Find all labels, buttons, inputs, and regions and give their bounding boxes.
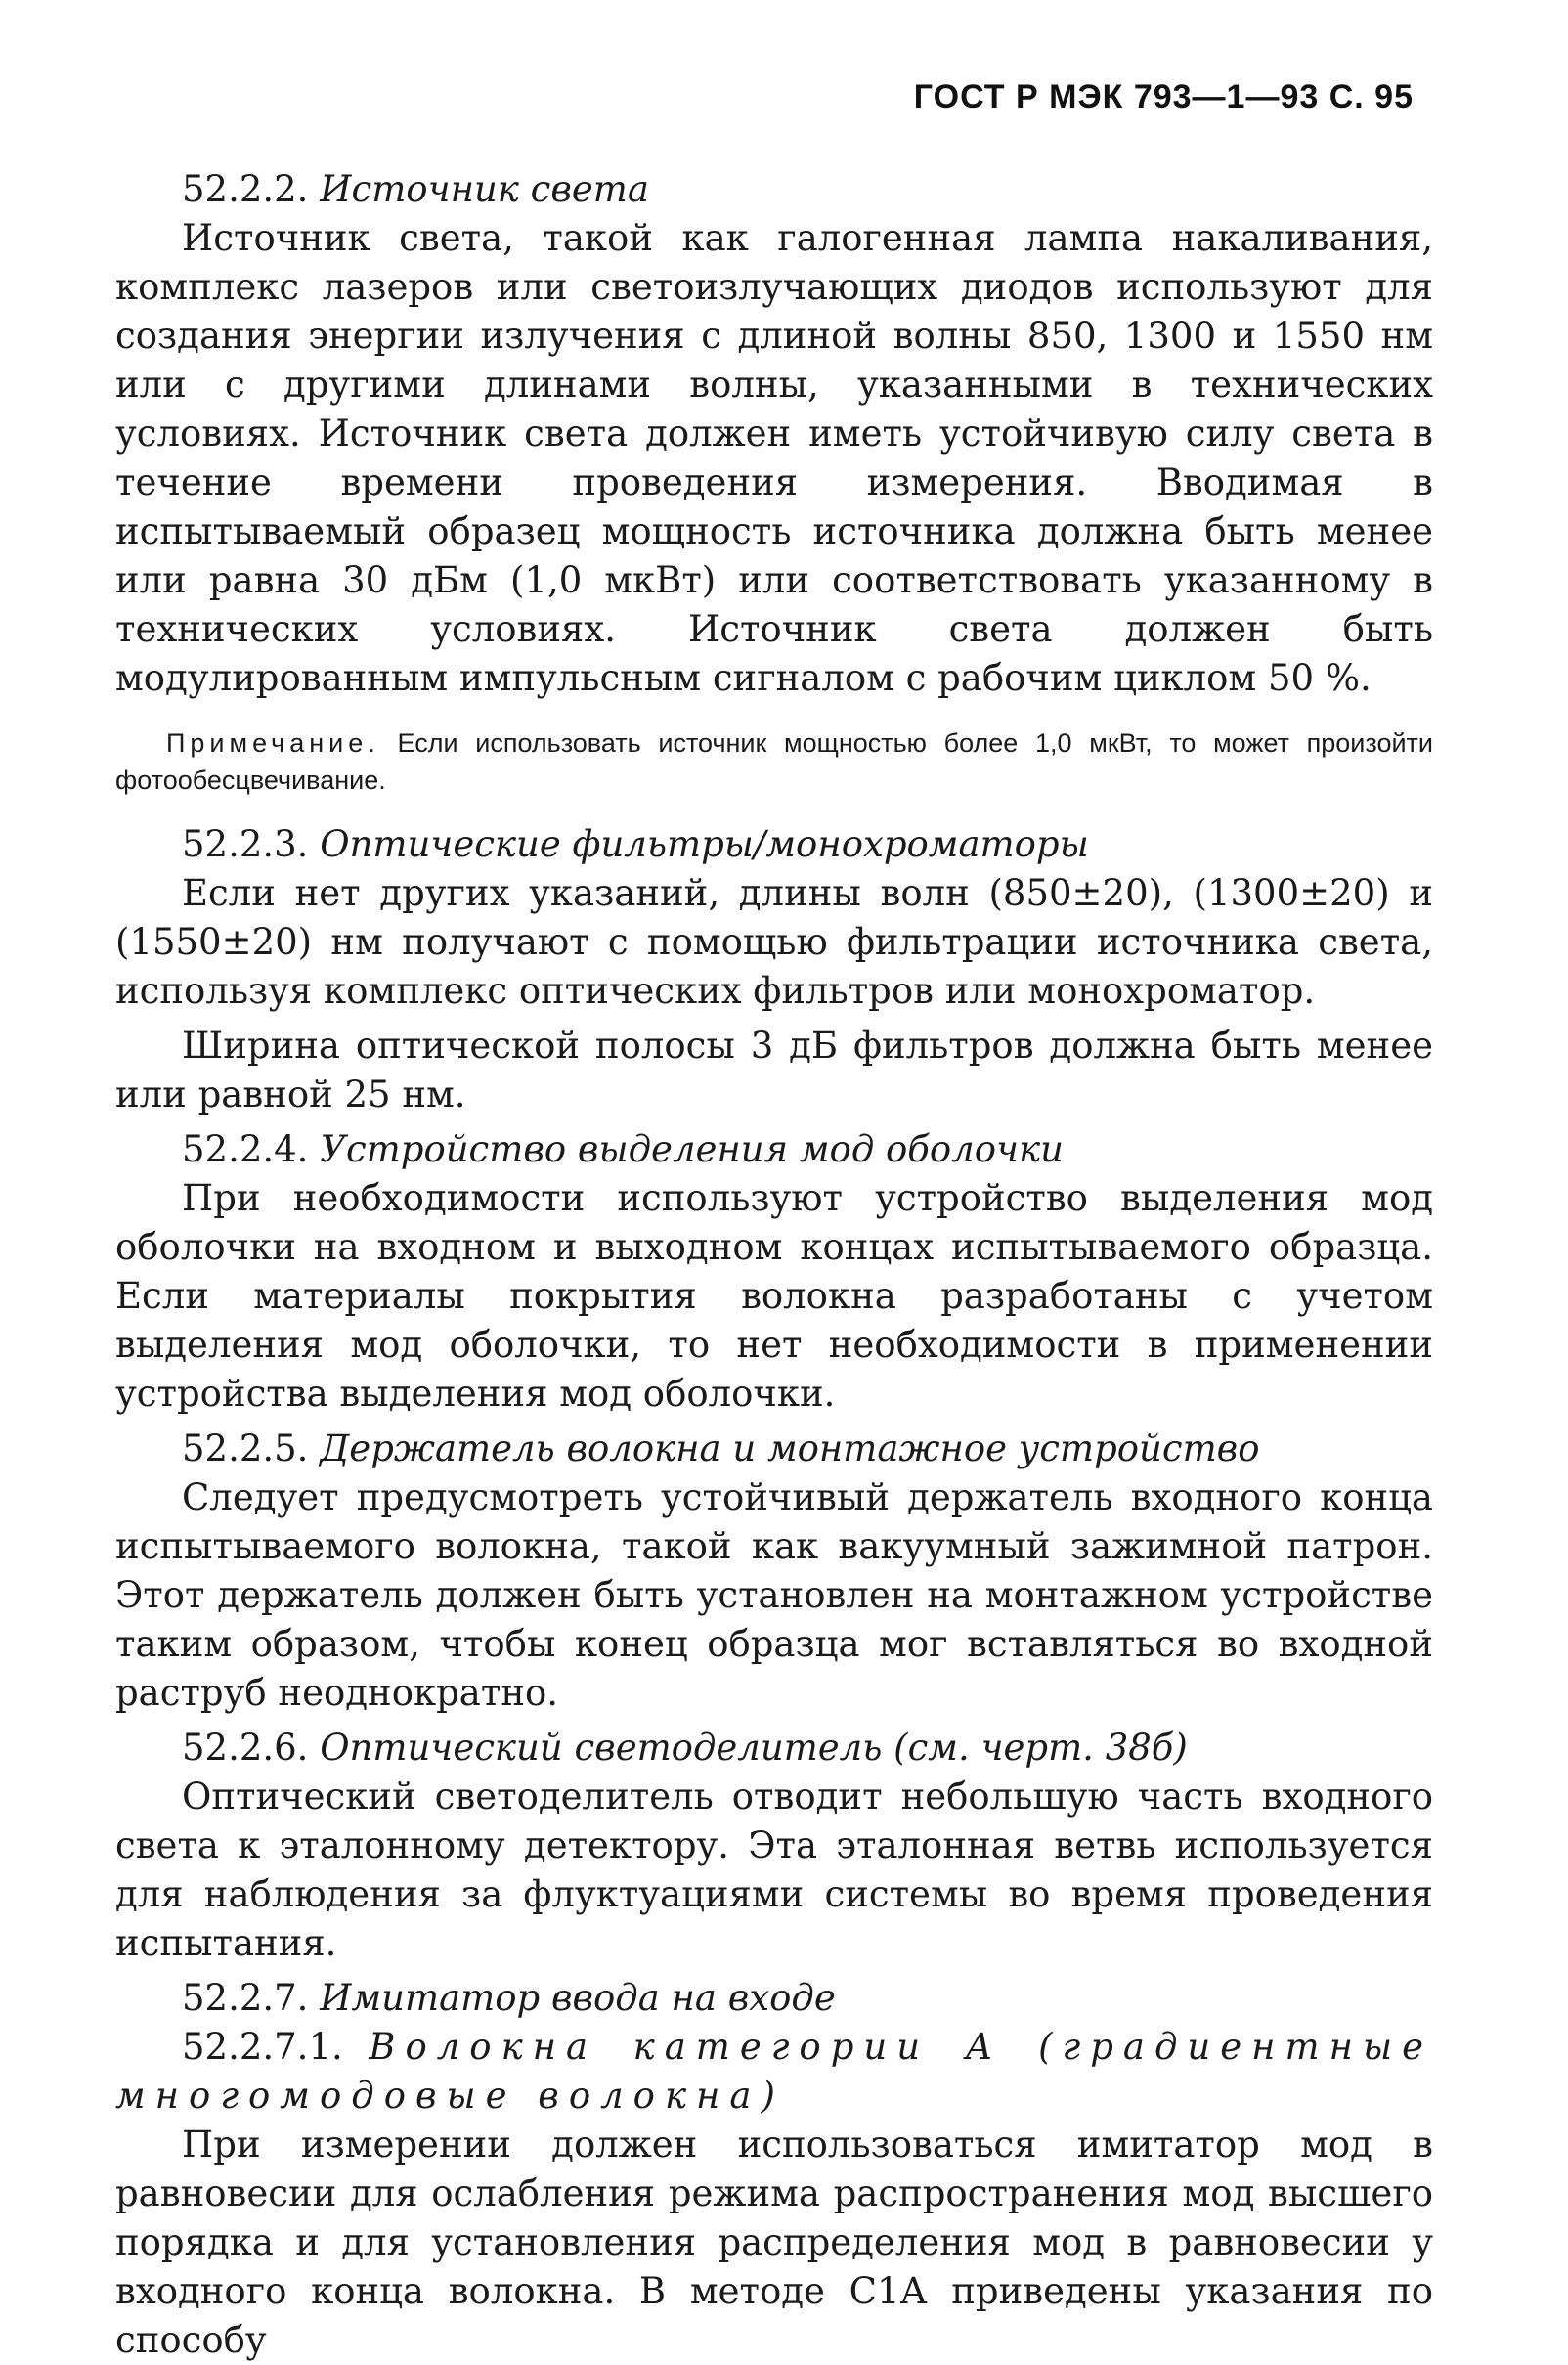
- paragraph: При измерении должен использоваться имитатор мод в равновесии для ослабления режима распространения мод высшего порядка и для установления распределения мод в равновесии у входного конца волокна. В методе С1А приведены указания по способу: [115, 2124, 1433, 2361]
- section-number: 52.2.4.: [182, 1128, 309, 1170]
- section-heading-52-2-4: [115, 1125, 1433, 1174]
- section-heading-52-2-7: [115, 1974, 1433, 2023]
- document-body: [115, 165, 1433, 2365]
- paragraph: Оптический светоделитель отводит небольшую часть входного света к эталонному детектору. Эта эталонная ветвь используется для наблюдения за флуктуациями системы во время проведения испытания.: [115, 1775, 1433, 1964]
- section-number: 52.2.2.: [182, 168, 309, 210]
- section-number: 52.2.7.: [182, 1977, 309, 2019]
- section-heading-52-2-7-1: [115, 2023, 1433, 2121]
- section-heading-52-2-3: [115, 820, 1433, 869]
- section-heading-52-2-2: [115, 165, 1433, 214]
- section-heading-52-2-6: [115, 1724, 1433, 1773]
- section-title: Имитатор ввода на входе: [320, 1977, 836, 2019]
- section-title: Держатель волокна и монтажное устройство: [320, 1427, 1260, 1469]
- note: [115, 724, 1433, 799]
- note-label: Примечание.: [166, 728, 380, 758]
- section-title: Волокна категории А (градиентные многомодовые волокна): [115, 2026, 1434, 2117]
- note-text: Если использовать источник мощностью более 1,0 мкВт, то может произойти фотообесцвечивание.: [115, 728, 1433, 795]
- section-number: 52.2.7.1.: [182, 2026, 343, 2068]
- section-number: 52.2.5.: [182, 1427, 309, 1469]
- section-title: Устройство выделения мод оболочки: [320, 1128, 1064, 1170]
- paragraph: Ширина оптической полосы 3 дБ фильтров должна быть менее или равной 25 нм.: [115, 1025, 1433, 1116]
- section-number: 52.2.6.: [182, 1727, 309, 1769]
- section-title: Оптические фильтры/монохроматоры: [320, 823, 1089, 865]
- section-number: 52.2.3.: [182, 823, 309, 865]
- paragraph: Следует предусмотреть устойчивый держатель входного конца испытываемого волокна, такой как вакуумный зажимной патрон. Этот держатель должен быть установлен на монтажном устройстве таким образом, чтобы конец образца мог вставляться во входной раструб неоднократно.: [115, 1476, 1433, 1714]
- running-header: ГОСТ Р МЭК 793—1—93 С. 95: [913, 78, 1414, 115]
- paragraph: При необходимости используют устройство выделения мод оболочки на входном и выходном концах испытываемого образца. Если материалы покрытия волокна разработаны с учетом выделения мод оболочки, то нет необходимости в применении устройства выделения мод оболочки.: [115, 1177, 1433, 1415]
- paragraph: Если нет других указаний, длины волн (850±20), (1300±20) и (1550±20) нм получают с помощью фильтрации источника света, используя комплекс оптических фильтров или монохроматор.: [115, 872, 1433, 1012]
- paragraph: Источник света, такой как галогенная лампа накаливания, комплекс лазеров или светоизлучающих диодов используют для создания энергии излучения с длиной волны 850, 1300 и 1550 нм или с другими длинами волны, указанными в технических условиях. Источник света должен иметь устойчивую силу света в течение времени проведения измерения. Вводимая в испытываемый образец мощность источника должна быть менее или равна 30 дБм (1,0 мкВт) или соответствовать указанному в технических условиях. Источник света должен быть модулированным импульсным сигналом с рабочим циклом 50 %.: [115, 217, 1433, 699]
- section-heading-52-2-5: [115, 1424, 1433, 1473]
- section-title: Источник света: [320, 168, 649, 210]
- section-title: Оптический светоделитель (см. черт. 38б): [320, 1727, 1188, 1769]
